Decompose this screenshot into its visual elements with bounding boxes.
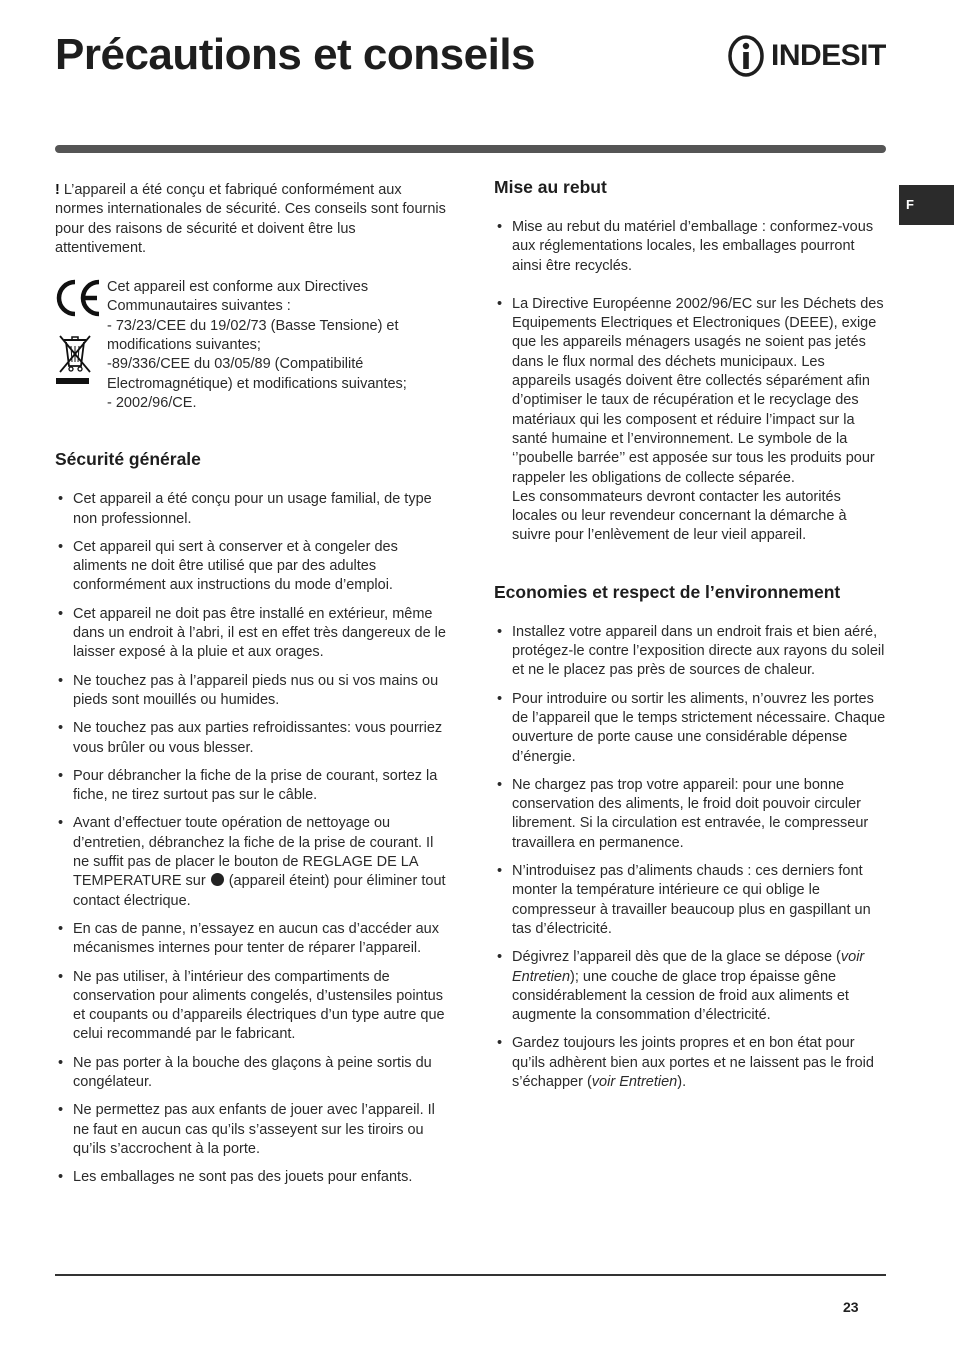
list-item: • Installez votre appareil dans un endroit frais et bien aéré, protégez-le contre l’exposition directe aux rayons du soleil et ne le placez pas près de sources de chaleur. bbox=[494, 623, 887, 681]
list-item: • Ne chargez pas trop votre appareil: pour une bonne conservation des aliments, le froid doit pouvoir circuler librement. Si la circulation est entravée, le compresseur travaillera en permanence. bbox=[494, 776, 887, 853]
left-column bbox=[55, 181, 450, 1196]
ce-line: - 73/23/CEE du 19/02/73 (Basse Tensione) et modifications suivantes; bbox=[107, 317, 399, 354]
list-item-text: Les consommateurs devront contacter les autorités locales ou leur revendeur concernant la démarche à suivre pour l’enlèvement de leur vieil appareil. bbox=[512, 488, 847, 544]
ce-line: Cet appareil est conforme aux Directives Communautaires suivantes : bbox=[107, 279, 369, 315]
crossed-bin-icon bbox=[55, 332, 95, 388]
page-number: 23 bbox=[843, 1299, 859, 1315]
ce-line: -89/336/CEE du 03/05/89 (Compatibilité Electromagnétique) et modifications suivantes; bbox=[107, 356, 407, 392]
list-item: • Pour introduire ou sortir les aliments, n’ouvrez les portes de l’appareil que le temps strictement nécessaire. Chaque ouverture de porte cause une considérable dépense d’énergie. bbox=[494, 690, 887, 767]
list-item: • Ne touchez pas à l’appareil pieds nus ou si vos mains ou pieds sont mouillés ou humides. bbox=[55, 672, 450, 711]
indesit-logo bbox=[726, 34, 886, 78]
intro-paragraph bbox=[55, 181, 450, 258]
list-item bbox=[55, 814, 450, 910]
list-item: • En cas de panne, n’essayez en aucun cas d’accéder aux mécanismes internes pour tenter de réparer l’appareil. bbox=[55, 920, 450, 959]
list-item: • Ne pas porter à la bouche des glaçons à peine sortis du congélateur. bbox=[55, 1054, 450, 1093]
language-tab: F bbox=[899, 185, 954, 225]
list-item-text: ); une couche de glace trop épaisse gêne considérablement la cession de froid aux aliments et augmente la consommation d’électricité. bbox=[512, 968, 849, 1024]
list-item bbox=[494, 948, 887, 1025]
ce-line: - 2002/96/CE. bbox=[107, 394, 197, 411]
off-position-dot-icon bbox=[211, 873, 224, 886]
compliance-icons bbox=[55, 278, 107, 413]
list-item: • Ne permettez pas aux enfants de jouer avec l’appareil. Il ne faut en aucun cas qu’ils s’asseyent sur les tiroirs ou qu’ils s’accrochent à la porte. bbox=[55, 1101, 450, 1159]
ce-compliance-text bbox=[107, 278, 450, 413]
intro-text: L’appareil a été conçu et fabriqué conformément aux normes internationales de sécurité. Ces conseils sont fournis pour des raisons de sécurité et doivent être lus attentivement. bbox=[55, 182, 446, 256]
list-item: • Cet appareil ne doit pas être installé en extérieur, même dans un endroit à l’abri, il est en effet très dangereux de le laisser exposé à la pluie et aux orages. bbox=[55, 605, 450, 663]
economies-heading: Economies et respect de l’environnement bbox=[494, 581, 841, 602]
ce-compliance-block bbox=[55, 278, 450, 413]
list-item: • N’introduisez pas d’aliments chauds : ces derniers font monter la température intérieure ce qui oblige le compresseur à travailler beaucoup plus en gaspillant un tas d’électricité. bbox=[494, 862, 887, 939]
list-item: • Ne pas utiliser, à l’intérieur des compartiments de conservation pour aliments congelés, d’ustensiles pointus et coupants ou d’appareils électriques d’un type autre que celui recommandé par le fabricant. bbox=[55, 968, 450, 1045]
page-title: Précautions et conseils bbox=[55, 30, 536, 79]
list-item-text: (appareil éteint) pour éliminer tout contact électrique. bbox=[73, 873, 446, 909]
header-divider bbox=[55, 145, 886, 153]
list-item-text: Gardez toujours les joints propres et en bon état pour qu’ils adhèrent bien aux portes et ne laissent pas le froid s’échapper ( bbox=[512, 1035, 874, 1090]
rebut-heading: Mise au rebut bbox=[494, 177, 607, 197]
list-item: • Pour débrancher la fiche de la prise de courant, sortez la fiche, ne tirez surtout pas sur le câble. bbox=[55, 767, 450, 806]
footer-divider bbox=[55, 1274, 886, 1276]
brand-wordmark: INDESIT bbox=[771, 39, 886, 72]
list-item: • Mise au rebut du matériel d’emballage : conformez-vous aux réglementations locales, les emballages pourront ainsi être recyclés. bbox=[494, 218, 887, 276]
warning-marker: ! bbox=[55, 182, 60, 198]
indesit-i-icon bbox=[726, 34, 766, 78]
list-item-text: Avant d’effectuer toute opération de nettoyage ou d’entretien, débranchez la fiche de la prise de courant. Il ne suffit pas de placer le bouton de REGLAGE DE LA TEMPERATURE sur bbox=[73, 815, 434, 890]
list-item-text: Dégivrez l’appareil dès que de la glace se dépose ( bbox=[512, 949, 841, 966]
ce-mark-icon bbox=[55, 278, 103, 318]
list-item-text: • La Directive Européenne 2002/96/EC sur les Déchets des Equipements Electriques et Electroniques (DEEE), exige que les appareils ménagers usagés ne soient pas jetés dans le flux normal des déchets municipaux. Les appareils usagés doivent être collectés séparément afin d’optimiser le taux de récupération et le recyclage des matériaux qui les composent et réduire l’impact sur la santé humaine et l’environnement. Le symbole de la ‘’poubelle barrée’’ est apposée sur tous les produits pour rappeler les obligations de collecte séparée. bbox=[512, 295, 884, 486]
securite-list bbox=[55, 490, 450, 1187]
economies-list bbox=[494, 623, 887, 1093]
cross-reference: voir Entretien bbox=[512, 949, 865, 985]
list-item: • Cet appareil a été conçu pour un usage familial, de type non professionnel. bbox=[55, 490, 450, 529]
list-item bbox=[494, 295, 887, 546]
right-column bbox=[494, 176, 887, 1101]
list-item-text: ). bbox=[677, 1073, 687, 1090]
list-item: • Cet appareil qui sert à conserver et à congeler des aliments ne doit être utilisé que par des adultes conformément aux instructions du mode d’emploi. bbox=[55, 538, 450, 596]
securite-heading: Sécurité générale bbox=[55, 449, 201, 470]
list-item: • Les emballages ne sont pas des jouets pour enfants. bbox=[55, 1168, 450, 1187]
rebut-list bbox=[494, 218, 887, 546]
list-item: • Ne touchez pas aux parties refroidissantes: vous pourriez vous brûler ou vous blesser. bbox=[55, 719, 450, 758]
cross-reference: voir Entretien bbox=[591, 1073, 678, 1090]
list-item bbox=[494, 1034, 887, 1092]
